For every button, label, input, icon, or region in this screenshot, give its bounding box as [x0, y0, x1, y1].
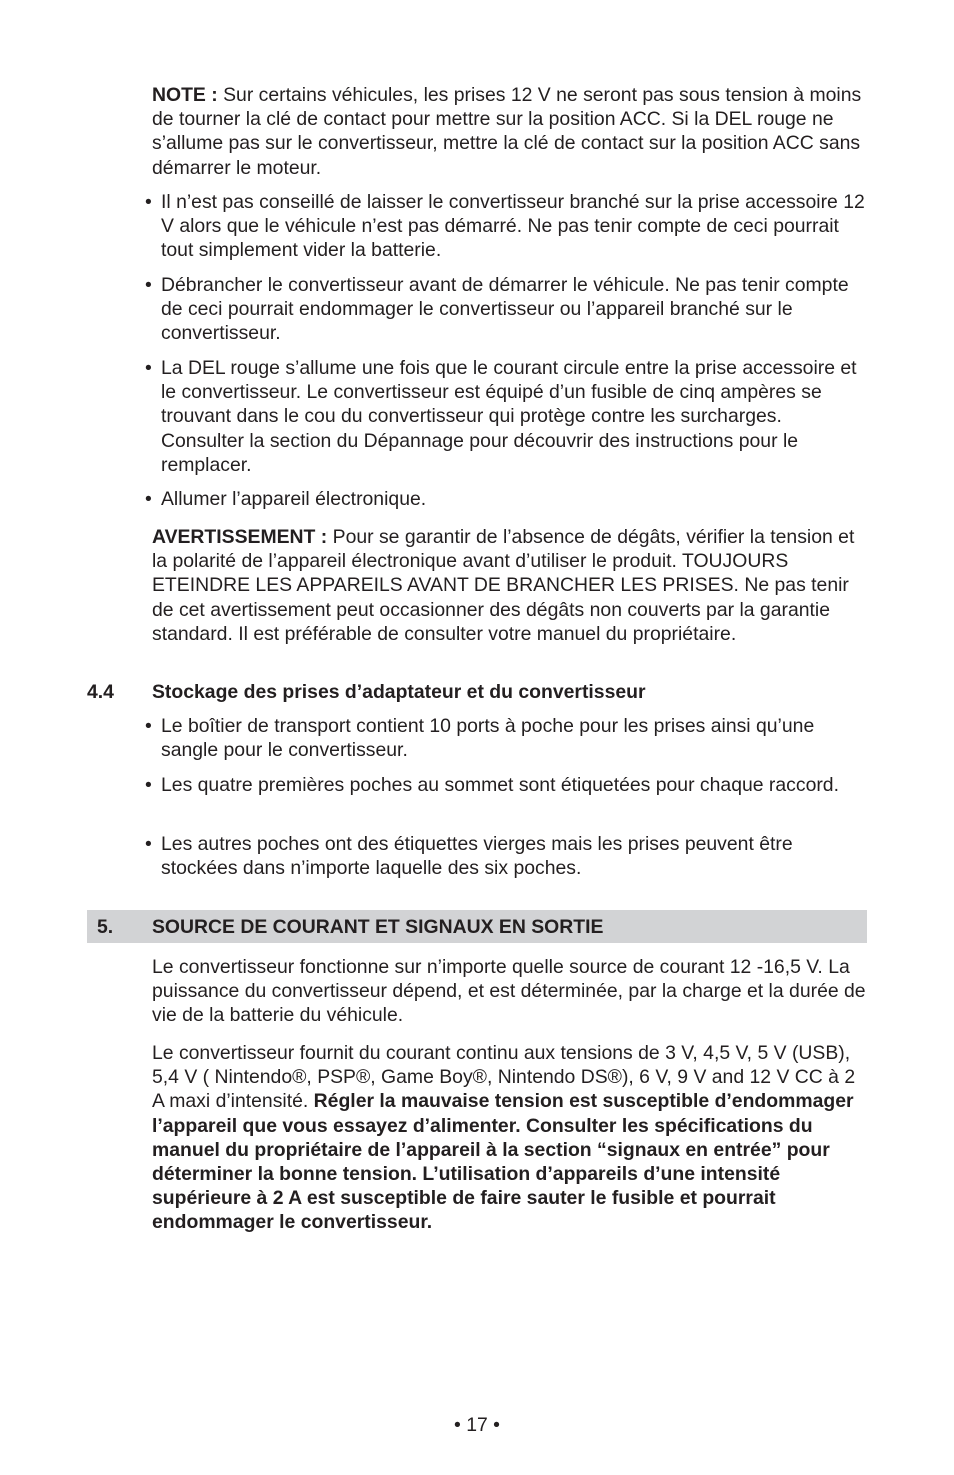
list-item-text: Le boîtier de transport contient 10 ports à poche pour les prises ainsi qu’une sangle pour le convertisseur. — [161, 715, 815, 762]
section-5-paragraph-2 — [152, 1041, 868, 1235]
paragraph-2-bold-text: Régler la mauvaise tension est susceptible d’endommager l’appareil que vous essayez d’alimenter. Consulter les spécifications du manuel du propriétaire de l’appareil à la section “signaux en entrée” pour déterminer la bonne tension. L’utilisation d’appareils d’une intensité supérieure à 2 A est susceptible de faire sauter le fusible et pourrait endommager le convertisseur. — [152, 1090, 854, 1234]
section-5-title: SOURCE DE COURANT ET SIGNAUX EN SORTIE — [152, 916, 604, 938]
section-5-number: 5. — [97, 916, 114, 938]
note-text: Sur certains véhicules, les prises 12 V ne seront pas sous tension à moins de tourner la clé de contact pour mettre sur la position ACC. Si la DEL rouge ne s’allume pas sur le convertisseur, mettre la clé de contact sur la position ACC sans démarrer le moteur. — [152, 84, 862, 179]
bullet-symbol: • — [145, 357, 152, 379]
list-item — [145, 273, 870, 346]
bullet-symbol: • — [145, 833, 152, 855]
bullet-symbol: • — [145, 488, 152, 510]
section-4-4-title: Stockage des prises d’adaptateur et du convertisseur — [152, 681, 646, 703]
list-item — [145, 487, 870, 511]
section-5-paragraph-1: Le convertisseur fonctionne sur n’importe quelle source de courant 12 -16,5 V. La puissance du convertisseur dépend, et est déterminée, par la charge et la durée de vie de la batterie du véhicule. — [152, 956, 866, 1027]
warning-label: AVERTISSEMENT : — [152, 526, 328, 548]
list-item — [145, 356, 870, 477]
note-paragraph — [152, 83, 868, 180]
list-item-text: Les autres poches ont des étiquettes vierges mais les prises peuvent être stockées dans n’importe laquelle des six poches. — [161, 833, 793, 880]
list-item — [145, 773, 870, 797]
list-item-text: Allumer l’appareil électronique. — [161, 488, 427, 510]
list-item — [145, 190, 870, 263]
list-item — [145, 832, 870, 880]
bullet-symbol: • — [145, 715, 152, 737]
warning-text: Pour se garantir de l’absence de dégâts, vérifier la tension et la polarité de l’appareil électronique avant d’utiliser le produit. TOUJOURS ETEINDRE LES APPAREILS AVANT DE BRANCHER LES PRISES. Ne pas tenir de cet avertissement peut occasionner des dégâts non couverts par la garantie standard. Il est préférable de consulter votre manuel du propriétaire. — [152, 526, 855, 645]
bullet-symbol: • — [145, 191, 152, 213]
bullet-symbol: • — [145, 274, 152, 296]
bullet-symbol: • — [145, 774, 152, 796]
page-number: • 17 • — [454, 1414, 500, 1436]
warning-paragraph — [152, 525, 868, 646]
paragraph-2-normal-text: Le convertisseur fournit du courant continu aux tensions de 3 V, 4,5 V, 5 V (USB), 5,4 V ( Nintendo®, PSP®, Game Boy®, Nintendo DS®), 6 V, 9 V and 12 V CC à 2 A maxi d’intensité. — [152, 1042, 856, 1113]
list-item — [145, 714, 870, 762]
list-item-text: La DEL rouge s’allume une fois que le courant circule entre la prise accessoire et le convertisseur. Le convertisseur est équipé d’un fusible de cinq ampères se trouvant dans le cou du convertisseur qui protège contre les surcharges. Consulter la section du Dépannage pour découvrir des instructions pour le remplacer. — [161, 357, 857, 476]
section-4-4-number: 4.4 — [87, 681, 114, 703]
list-item-text: Les quatre premières poches au sommet sont étiquetées pour chaque raccord. — [161, 774, 839, 796]
list-item-text: Débrancher le convertisseur avant de démarrer le véhicule. Ne pas tenir compte de ceci pourrait endommager le convertisseur ou l’appareil branché sur le convertisseur. — [161, 274, 849, 345]
list-item-text: Il n’est pas conseillé de laisser le convertisseur branché sur la prise accessoire 12 V alors que le véhicule n’est pas démarré. Ne pas tenir compte de ceci pourrait tout simplement vider la batterie. — [161, 191, 865, 262]
note-label: NOTE : — [152, 84, 218, 106]
